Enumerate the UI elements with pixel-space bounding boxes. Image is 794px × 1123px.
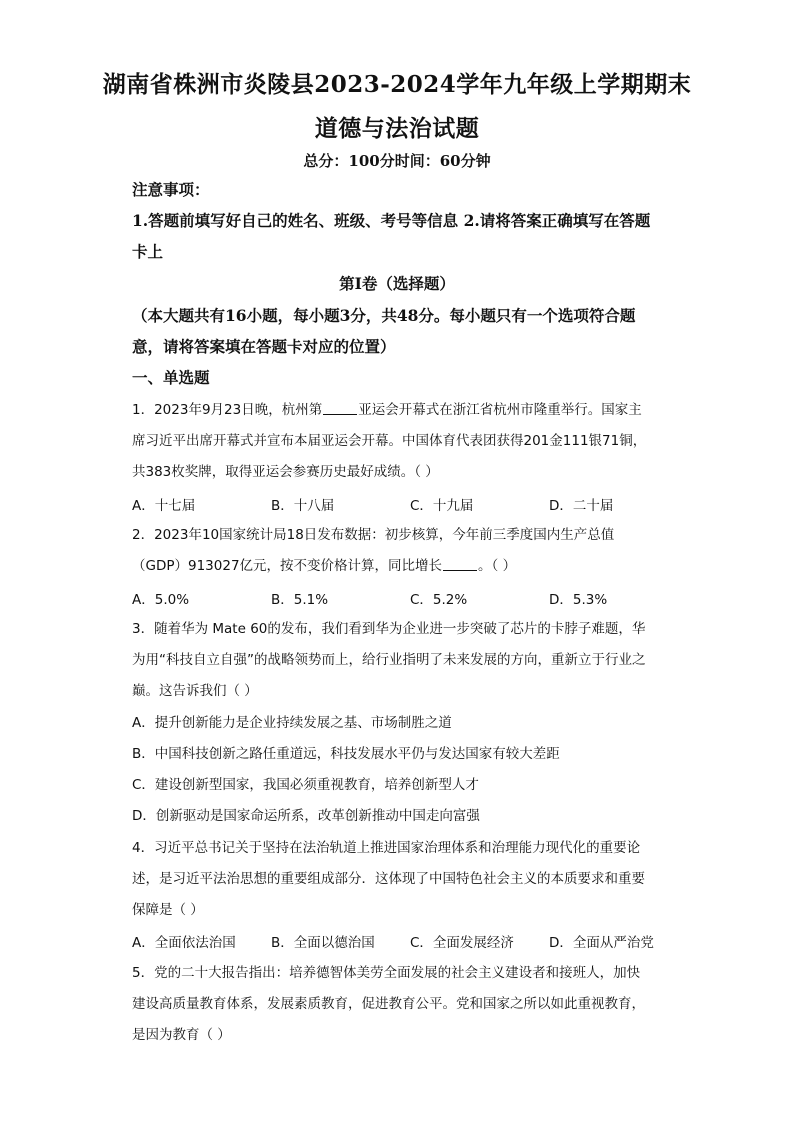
question-3-stem-line-3: 巅。这告诉我们（ ） bbox=[132, 683, 258, 699]
option-b: B．5.1% bbox=[271, 592, 329, 608]
question-1-stem-line-1 bbox=[132, 400, 672, 420]
question-1-stem-part-b: 亚运会开幕式在浙江省杭州市隆重举行。国家主 bbox=[358, 402, 642, 418]
option-c: C．5.2% bbox=[410, 592, 468, 608]
notes-line-1: 1.答题前填写好自己的姓名、班级、考号等信息 2.请将答案正确填写在答题 bbox=[132, 211, 651, 230]
option-d: D．创新驱动是国家命运所系，改革创新推动中国走向富强 bbox=[132, 808, 480, 824]
notes-line-2: 卡上 bbox=[132, 242, 164, 261]
section-title: 第I卷（选择题） bbox=[339, 274, 455, 293]
question-1-stem-part-a: 1．2023年9月23日晚，杭州第 bbox=[132, 402, 323, 418]
question-1-options bbox=[132, 494, 692, 514]
option-a: A．提升创新能力是企业持续发展之基、市场制胜之道 bbox=[132, 715, 452, 731]
question-1-stem-line-2: 席习近平出席开幕式并宣布本届亚运会开幕。中国体育代表团获得201金111银71铜， bbox=[132, 433, 647, 449]
option-d: D．二十届 bbox=[549, 498, 614, 514]
section-desc-line-2: 意，请将答案填在答题卡对应的位置） bbox=[132, 337, 396, 356]
question-4-stem-line-1: 4．习近平总书记关于坚持在法治轨道上推进国家治理体系和治理能力现代化的重要论 bbox=[132, 840, 641, 856]
answer-blank bbox=[323, 400, 357, 415]
question-3-stem-line-1: 3．随着华为 Mate 60的发布，我们看到华为企业进一步突破了芯片的卡脖子难题，华 bbox=[132, 621, 646, 637]
question-2-stem-line-1: 2．2023年10国家统计局18日发布数据：初步核算，今年前三季度国内生产总值 bbox=[132, 527, 615, 543]
option-d: D．全面从严治党 bbox=[549, 935, 654, 951]
question-2-stem-part-b: 。（ ） bbox=[478, 558, 517, 574]
option-c: C．十九届 bbox=[410, 498, 474, 514]
score-time-info: 总分：100分时间：60分钟 bbox=[303, 152, 491, 170]
option-a: A．十七届 bbox=[132, 498, 196, 514]
question-5-stem-line-1: 5．党的二十大报告指出：培养德智体美劳全面发展的社会主义建设者和接班人，加快 bbox=[132, 965, 641, 981]
question-3-stem-line-2: 为用“科技自立自强”的战略领势而上，给行业指明了未来发展的方向，重新立于行业之 bbox=[132, 652, 646, 668]
exam-title-line2: 道德与法治试题 bbox=[314, 115, 480, 142]
option-b: B．中国科技创新之路任重道远，科技发展水平仍与发达国家有较大差距 bbox=[132, 746, 560, 762]
question-4-options bbox=[132, 931, 692, 951]
answer-blank bbox=[443, 556, 477, 571]
option-a: A．5.0% bbox=[132, 592, 190, 608]
question-4-stem-line-2: 述，是习近平法治思想的重要组成部分．这体现了中国特色社会主义的本质要求和重要 bbox=[132, 871, 645, 887]
option-a: A．全面依法治国 bbox=[132, 935, 236, 951]
option-c: C．建设创新型国家，我国必须重视教育，培养创新型人才 bbox=[132, 777, 479, 793]
option-b: B．十八届 bbox=[271, 498, 335, 514]
section-desc-line-1: （本大题共有16小题，每小题3分，共48分。每小题只有一个选项符合题 bbox=[132, 306, 636, 325]
exam-title-line1: 湖南省株洲市炎陵县2023-2024学年九年级上学期期末 bbox=[102, 71, 692, 98]
question-2-options bbox=[132, 588, 692, 608]
question-1-stem-line-3: 共383枚奖牌，取得亚运会参赛历史最好成绩。（ ） bbox=[132, 464, 439, 480]
option-b: B．全面以德治国 bbox=[271, 935, 375, 951]
question-4-stem-line-3: 保障是（ ） bbox=[132, 902, 204, 918]
notes-heading: 注意事项： bbox=[132, 180, 210, 199]
question-2-stem-line-2 bbox=[132, 556, 672, 576]
question-5-stem-line-2: 建设高质量教育体系，发展素质教育，促进教育公平。党和国家之所以如此重视教育， bbox=[132, 996, 645, 1012]
option-c: C．全面发展经济 bbox=[410, 935, 514, 951]
question-2-stem-part-a: （GDP）913027亿元，按不变价格计算，同比增长 bbox=[132, 558, 443, 574]
question-type-heading: 一、单选题 bbox=[132, 368, 210, 387]
question-5-stem-line-3: 是因为教育（ ） bbox=[132, 1027, 231, 1043]
option-d: D．5.3% bbox=[549, 592, 608, 608]
